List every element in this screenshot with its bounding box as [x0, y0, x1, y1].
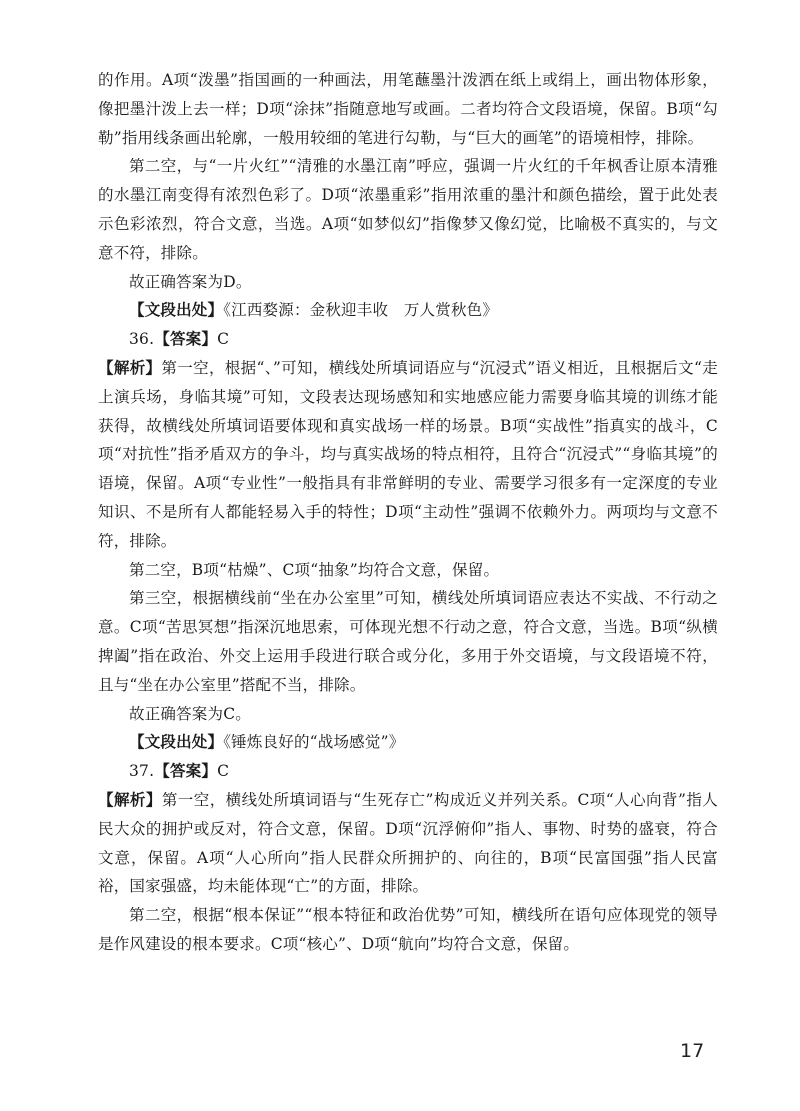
analysis-text: 第一空，根据“、”可知，横线处所填词语应与“沉浸式”语义相近，且根据后文“走上演兵场，身临其境”可知，文段表达现场感知和实地感应能力需要身临其境的训练才能获得，故横线处所填词语要体现和真实战场一样的场景。B项“实战性”指真实的战斗，C项“对抗性”指矛盾双方的争斗，均与真实战场的特点相符，且符合“沉浸式”“身临其境”的语境，保留。A项“专业性”一般指具有非常鲜明的专业、需要学习很多有一定深度的专业知识、不是所有人都能轻易入手的特性；D项“主动性”强调不依赖外力。两项均与文意不符，排除。 [98, 358, 718, 550]
paragraph: 第二空，根据“根本保证”“根本特征和政治优势”可知，横线所在语句应体现党的领导是作风建设的根本要求。C项“核心”、D项“航向”均符合文意，保留。 [98, 906, 718, 953]
answer-line [98, 757, 718, 786]
question-number: 36. [129, 330, 155, 349]
answer-value: C [217, 762, 230, 781]
analysis-text: 第一空，横线处所填词语与“生死存亡”构成近义并列关系。C项“人心向背”指人民大众的拥护或反对，符合文意，保留。D项“沉浮俯仰”指人、事物、时势的盛衰，符合文意，保留。A项“人心所向”指人民群众所拥护的、向往的，B项“民富国强”指人民富裕，国家强盛，均未能体现“亡”的方面，排除。 [98, 790, 718, 896]
page-number: 17 [680, 1040, 705, 1062]
paragraph: 第二空，B项“枯燥”、C项“抽象”均符合文意，保留。 [129, 560, 500, 579]
source-label: 【文段出处】 [129, 300, 224, 320]
answer-label: 【答案】 [154, 761, 218, 781]
source-title: 《江西婺源：金秋迎丰收 万人赏秋色》 [223, 301, 499, 320]
document-body [98, 66, 718, 959]
source-line [98, 296, 718, 325]
answer-label: 【答案】 [154, 329, 218, 349]
analysis-label: 【解析】 [98, 789, 162, 809]
source-line [98, 728, 718, 757]
answer-value: C [217, 330, 230, 349]
paragraph: 第二空，与“一片火红”“清雅的水墨江南”呼应，强调一片火红的千年枫香让原本清雅的水墨江南变得有浓烈色彩了。D项“浓墨重彩”指用浓重的墨汁和颜色描绘，置于此处表示色彩浓烈，符合文意，当选。A项“如梦似幻”指像梦又像幻觉，比喻极不真实的，与文意不符，排除。 [98, 157, 718, 262]
source-label: 【文段出处】 [129, 732, 224, 752]
answer-line [98, 325, 718, 354]
analysis-label: 【解析】 [98, 357, 162, 377]
paragraph: 的作用。A项“泼墨”指国画的一种画法，用笔蘸墨汁泼洒在纸上或绢上，画出物体形象，像把墨汁泼上去一样；D项“涂抹”指随意地写或画。二者均符合文段语境，保留。B项“勾勒”指用线条画出轮廓，一般用较细的笔进行勾勒，与“巨大的画笔”的语境相悖，排除。 [98, 71, 718, 147]
paragraph: 故正确答案为C。 [129, 704, 251, 723]
source-title: 《锤炼良好的“战场感觉”》 [223, 733, 405, 752]
question-number: 37. [129, 762, 155, 781]
paragraph: 第三空，根据横线前“坐在办公室里”可知，横线处所填词语应表达不实战、不行动之意。C项“苦思冥想”指深沉地思索，可体现光想不行动之意，符合文意，当选。B项“纵横捭阖”指在政治、外交上运用手段进行联合或分化，多用于外交语境，与文段语境不符，且与“坐在办公室里”搭配不当，排除。 [98, 589, 718, 694]
analysis-paragraph [98, 786, 718, 901]
analysis-paragraph [98, 354, 718, 556]
paragraph: 故正确答案为D。 [129, 272, 252, 291]
